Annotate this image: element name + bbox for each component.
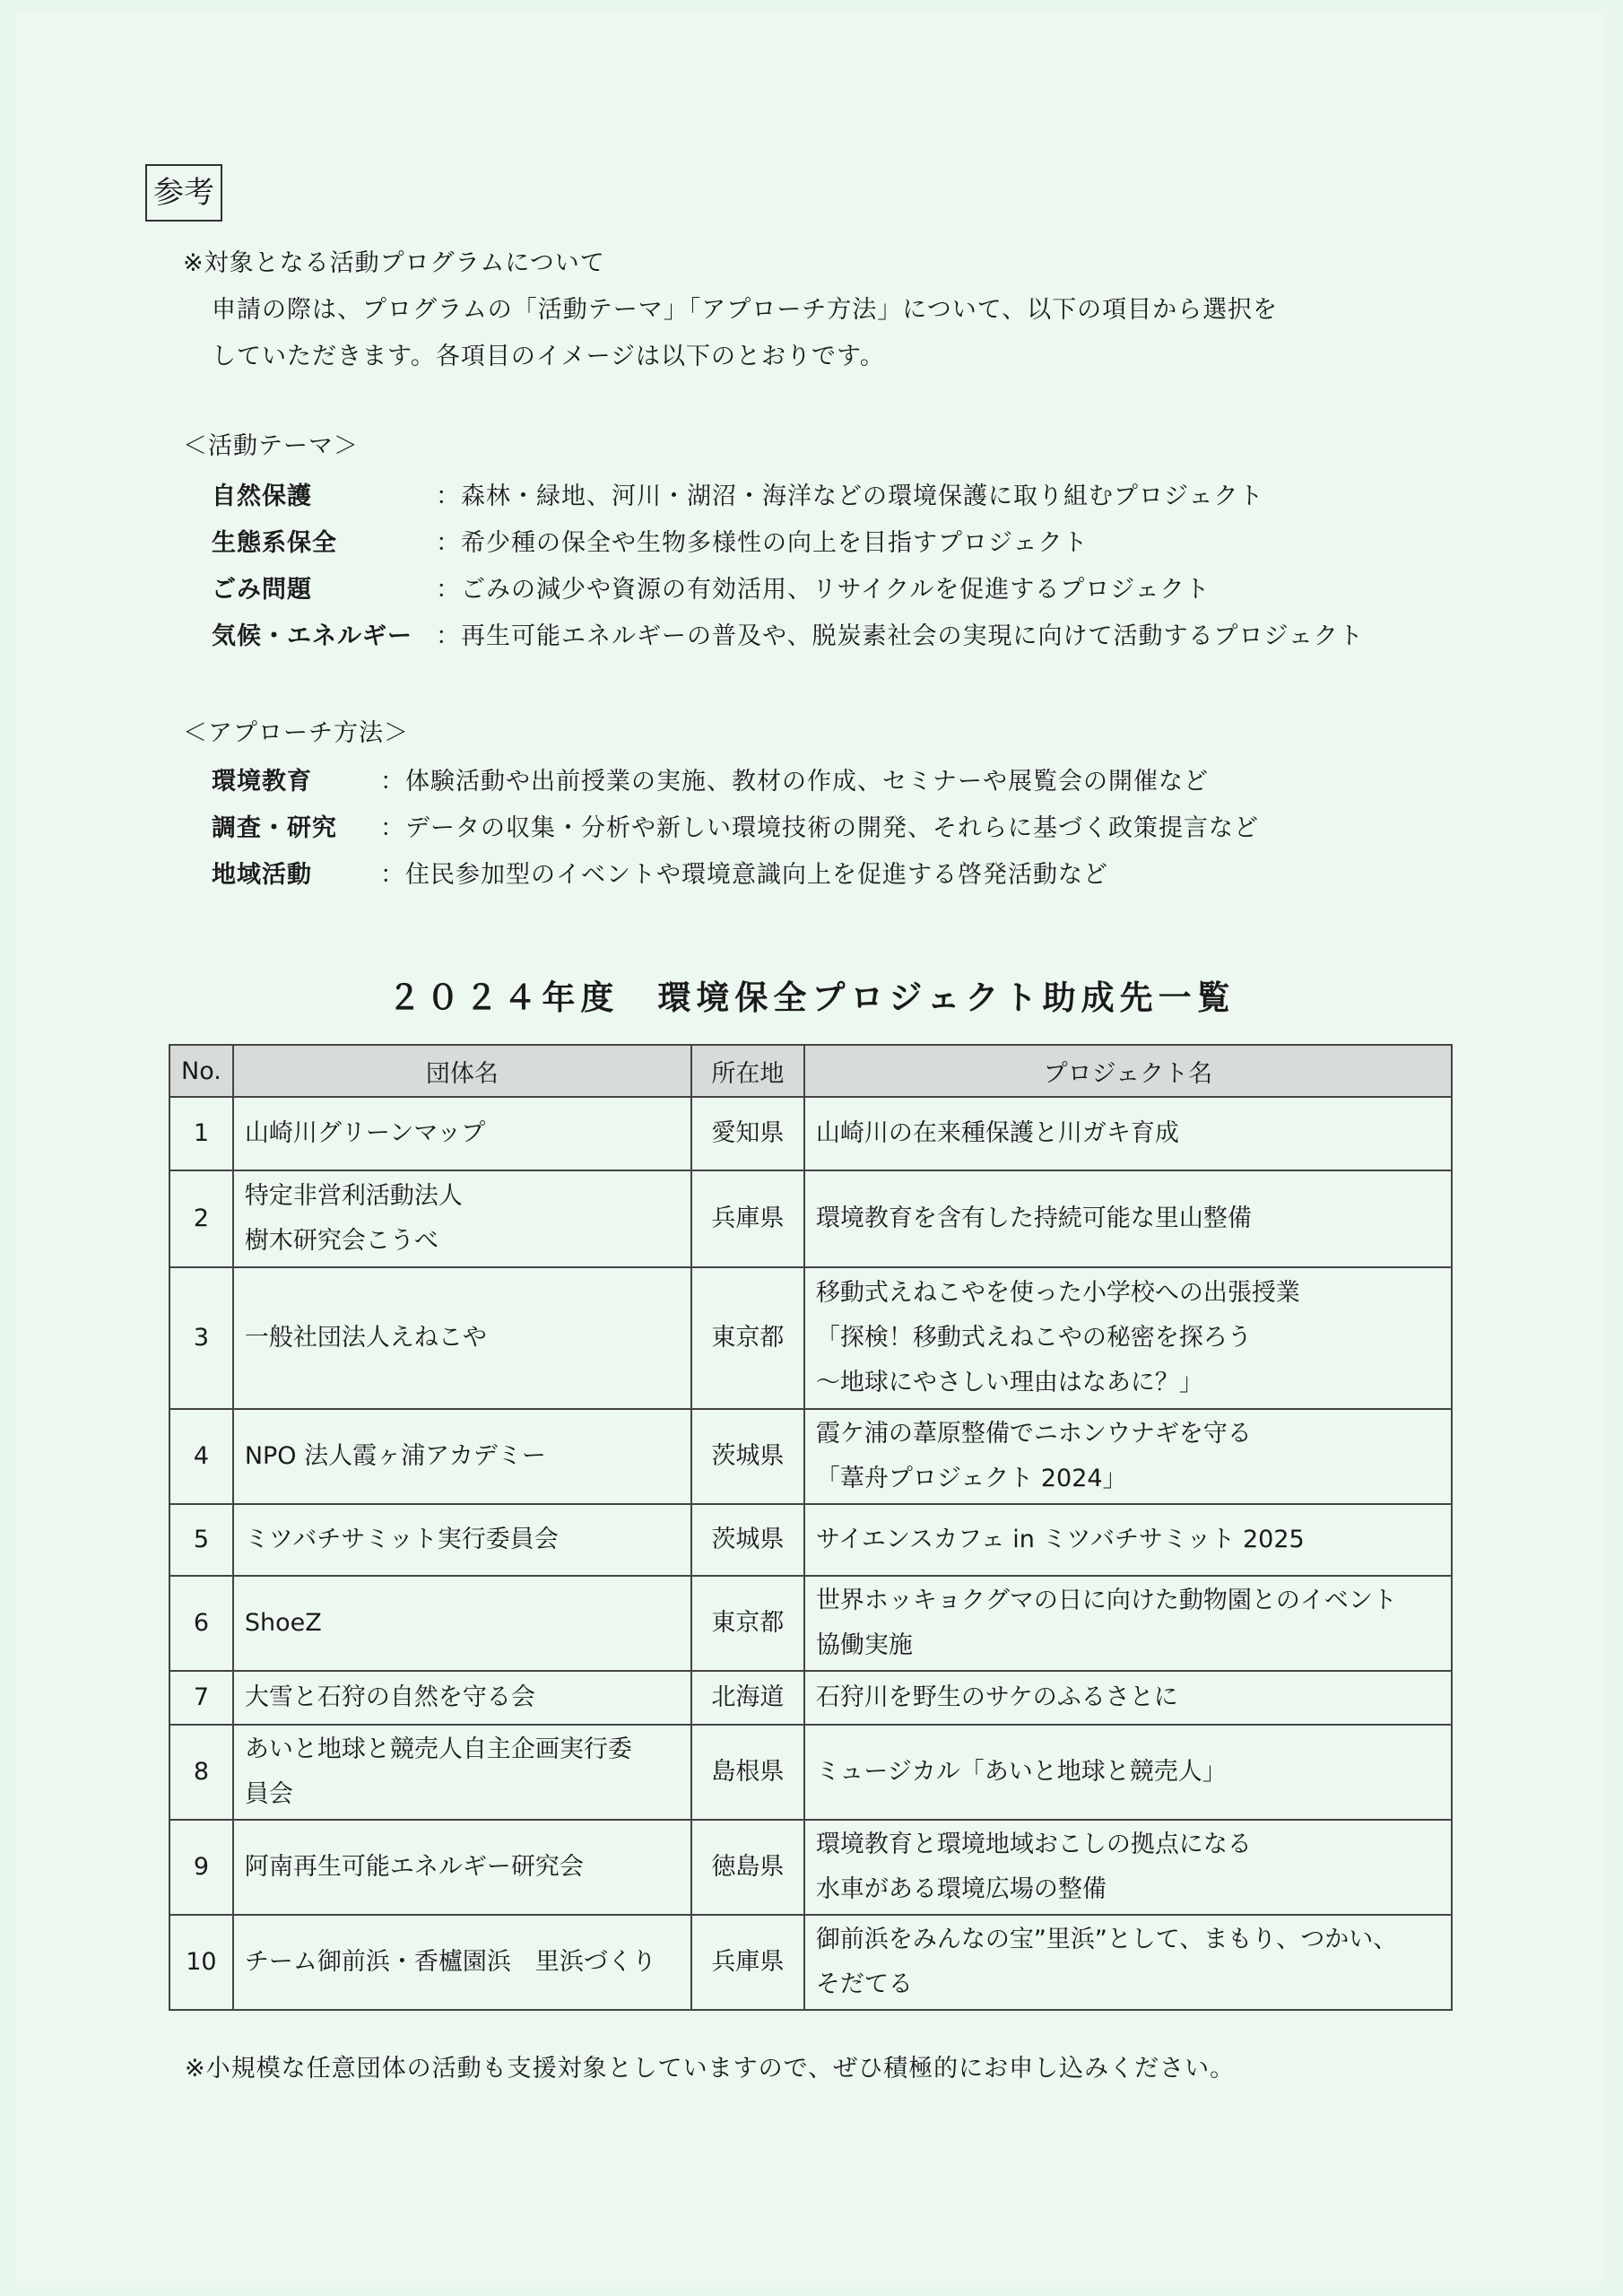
project-line: 世界ホッキョクグマの日に向けた動物園とのイベント xyxy=(815,1587,1397,1614)
theme-desc-2: ：希少種の保全や生物多様性の向上を目指すプロジェクト xyxy=(436,529,1089,557)
row-org xyxy=(233,1671,691,1725)
org-line: 大雪と石狩の自然を守る会 xyxy=(244,1683,535,1711)
approach-term-3: 地域活動 xyxy=(212,861,312,889)
row-no: 3 xyxy=(169,1267,233,1409)
row-location: 兵庫県 xyxy=(691,1915,804,2010)
approach-term-1: 環境教育 xyxy=(212,768,312,796)
row-org xyxy=(233,1409,691,1504)
row-project xyxy=(804,1671,1452,1725)
row-project xyxy=(804,1504,1452,1576)
project-line: ミュージカル「あいと地球と競売人」 xyxy=(815,1758,1227,1786)
theme-term-3: ごみ問題 xyxy=(212,576,312,604)
theme-desc-1: ：森林・緑地、河川・湖沼・海洋などの環境保護に取り組むプロジェクト xyxy=(436,483,1264,510)
theme-desc-4: ：再生可能エネルギーの普及や、脱炭素社会の実現に向けて活動するプロジェクト xyxy=(436,622,1364,650)
header-project: プロジェクト名 xyxy=(804,1045,1452,1097)
approach-desc-1: ：体験活動や出前授業の実施、教材の作成、セミナーや展覧会の開催など xyxy=(380,768,1209,796)
table-header-row xyxy=(169,1045,1452,1097)
table-row xyxy=(169,1820,1452,1915)
approach-desc-3: ：住民参加型のイベントや環境意識向上を促進する啓発活動など xyxy=(380,861,1108,889)
row-no: 6 xyxy=(169,1576,233,1671)
row-project xyxy=(804,1409,1452,1504)
row-no: 5 xyxy=(169,1504,233,1576)
row-no: 2 xyxy=(169,1170,233,1267)
reference-label: 参考 xyxy=(145,164,222,222)
row-location: 兵庫県 xyxy=(691,1170,804,1267)
row-no: 4 xyxy=(169,1409,233,1504)
row-project xyxy=(804,1170,1452,1267)
row-org xyxy=(233,1576,691,1671)
row-org xyxy=(233,1170,691,1267)
approach-term-2: 調査・研究 xyxy=(212,814,337,842)
row-org xyxy=(233,1725,691,1820)
org-line: ShoeZ xyxy=(244,1609,322,1637)
table-row xyxy=(169,1170,1452,1267)
row-location: 島根県 xyxy=(691,1725,804,1820)
header-no: No. xyxy=(169,1045,233,1097)
project-line: 「探検！移動式えねこやの秘密を探ろう xyxy=(815,1324,1252,1352)
row-project xyxy=(804,1097,1452,1170)
row-no: 1 xyxy=(169,1097,233,1170)
row-project xyxy=(804,1576,1452,1671)
row-no: 10 xyxy=(169,1915,233,2010)
grant-recipients-table xyxy=(169,1044,1453,2011)
row-org xyxy=(233,1267,691,1409)
org-line: チーム御前浜・香櫨園浜 里浜づくり xyxy=(244,1948,656,1976)
row-project xyxy=(804,1820,1452,1915)
project-line: そだてる xyxy=(815,1970,913,1998)
project-line: 山崎川の在来種保護と川ガキ育成 xyxy=(815,1119,1179,1147)
row-location: 北海道 xyxy=(691,1671,804,1725)
table-row xyxy=(169,1409,1452,1504)
project-line: 「葦舟プロジェクト 2024」 xyxy=(815,1465,1127,1492)
org-line: ミツバチサミット実行委員会 xyxy=(244,1526,559,1553)
row-org xyxy=(233,1915,691,2010)
row-no: 8 xyxy=(169,1725,233,1820)
org-line: 員会 xyxy=(244,1780,293,1808)
header-org: 団体名 xyxy=(233,1045,691,1097)
project-line: 移動式えねこやを使った小学校への出張授業 xyxy=(815,1279,1300,1307)
row-location: 東京都 xyxy=(691,1267,804,1409)
table-row xyxy=(169,1576,1452,1671)
project-line: 環境教育を含有した持続可能な里山整備 xyxy=(815,1205,1252,1232)
org-line: 阿南再生可能エネルギー研究会 xyxy=(244,1853,584,1881)
project-line: 水車がある環境広場の整備 xyxy=(815,1875,1107,1903)
intro-heading: ※対象となる活動プログラムについて xyxy=(183,249,605,277)
row-org xyxy=(233,1504,691,1576)
header-location: 所在地 xyxy=(691,1045,804,1097)
row-org xyxy=(233,1097,691,1170)
row-no: 7 xyxy=(169,1671,233,1725)
project-line: 環境教育と環境地域おこしの拠点になる xyxy=(815,1831,1252,1858)
org-line: 特定非営利活動法人 xyxy=(244,1182,463,1210)
project-line: 協働実施 xyxy=(815,1631,913,1659)
theme-desc-3: ：ごみの減少や資源の有効活用、リサイクルを促進するプロジェクト xyxy=(436,576,1211,604)
themes-heading: ＜活動テーマ＞ xyxy=(183,432,359,460)
row-project xyxy=(804,1267,1452,1409)
row-project xyxy=(804,1725,1452,1820)
row-location: 茨城県 xyxy=(691,1504,804,1576)
intro-line-2: していただきます。各項目のイメージは以下のとおりです。 xyxy=(212,343,885,370)
org-line: あいと地球と競売人自主企画実行委 xyxy=(244,1735,632,1763)
approaches-heading: ＜アプローチ方法＞ xyxy=(183,719,409,747)
intro-line-1: 申請の際は、プログラムの「活動テーマ」「アプローチ方法」について、以下の項目から選択を xyxy=(212,296,1279,324)
table-row xyxy=(169,1097,1452,1170)
org-line: 一般社団法人えねこや xyxy=(244,1324,487,1352)
table-row xyxy=(169,1267,1452,1409)
table-row xyxy=(169,1504,1452,1576)
row-no: 9 xyxy=(169,1820,233,1915)
approach-desc-2: ：データの収集・分析や新しい環境技術の開発、それらに基づく政策提言など xyxy=(380,814,1259,842)
project-line: 御前浜をみんなの宝”里浜”として、まもり、つかい、 xyxy=(815,1926,1398,1953)
row-location: 茨城県 xyxy=(691,1409,804,1504)
theme-term-4: 気候・エネルギー xyxy=(212,622,412,650)
row-project xyxy=(804,1915,1452,2010)
theme-term-1: 自然保護 xyxy=(212,483,312,510)
project-line: サイエンスカフェ in ミツバチサミット 2025 xyxy=(815,1526,1305,1553)
table-row xyxy=(169,1671,1452,1725)
org-line: 山崎川グリーンマップ xyxy=(244,1119,486,1147)
row-location: 東京都 xyxy=(691,1576,804,1671)
row-org xyxy=(233,1820,691,1915)
theme-term-2: 生態系保全 xyxy=(212,529,337,557)
table-row xyxy=(169,1725,1452,1820)
project-line: 霞ケ浦の葦原整備でニホンウナギを守る xyxy=(815,1420,1252,1448)
project-line: 石狩川を野生のサケのふるさとに xyxy=(815,1683,1178,1711)
footer-note: ※小規模な任意団体の活動も支援対象としていますので、ぜひ積極的にお申し込みください。 xyxy=(185,2055,1236,2083)
row-location: 徳島県 xyxy=(691,1820,804,1915)
org-line: NPO 法人霞ヶ浦アカデミー xyxy=(244,1442,546,1470)
org-line: 樹木研究会こうべ xyxy=(244,1227,438,1255)
table-row xyxy=(169,1915,1452,2010)
project-line: ～地球にやさしい理由はなあに？」 xyxy=(815,1369,1203,1396)
row-location: 愛知県 xyxy=(691,1097,804,1170)
table-title: ２０２４年度 環境保全プロジェクト助成先一覧 xyxy=(387,978,1236,1017)
